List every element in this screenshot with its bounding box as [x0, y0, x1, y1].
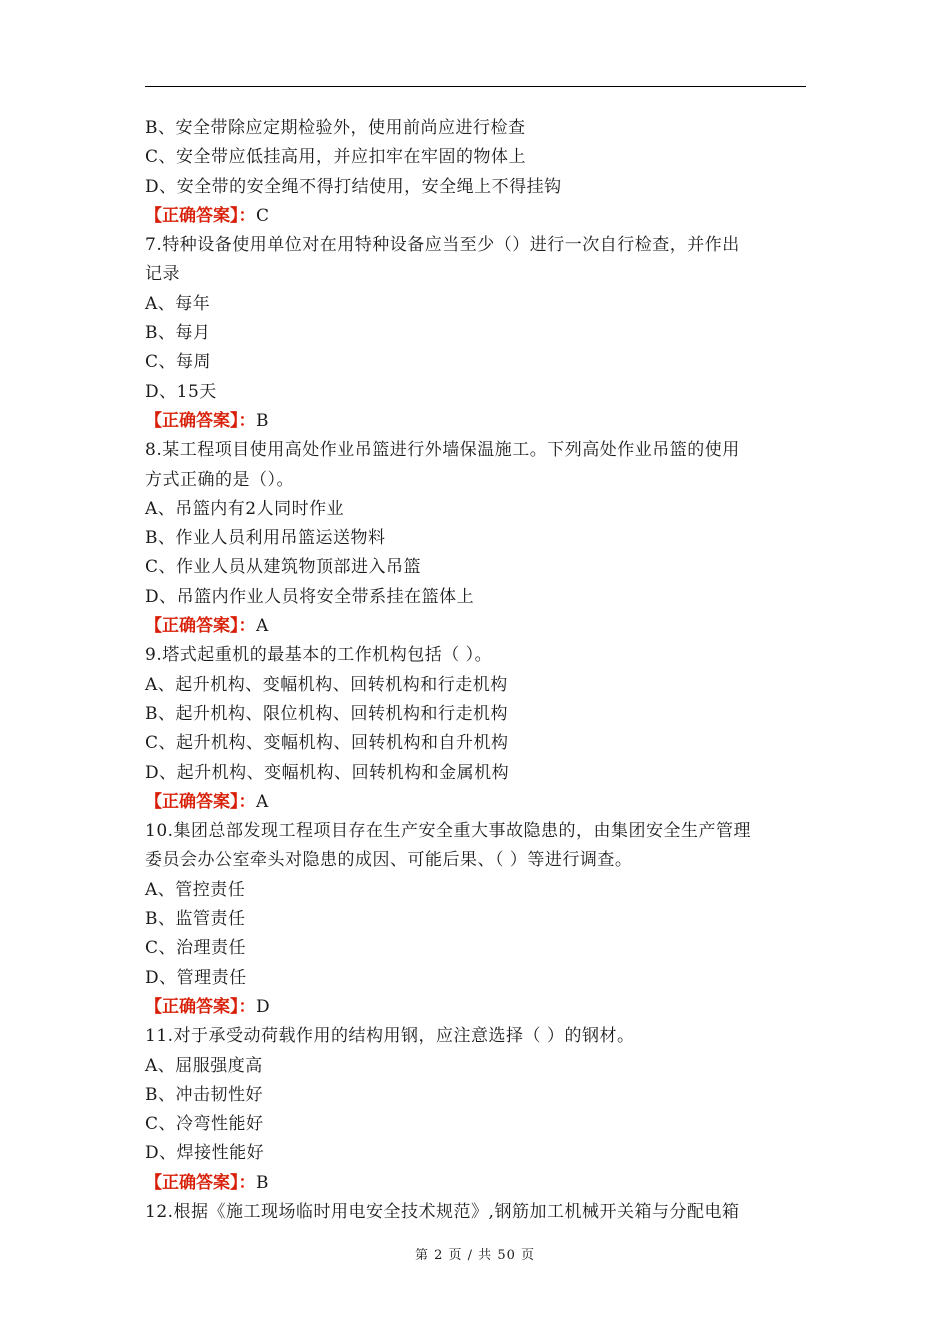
text-line: C、起升机构、变幅机构、回转机构和自升机构: [145, 733, 509, 754]
text-line: 记录: [145, 264, 180, 285]
text-line: 8.某工程项目使用高处作业吊篮进行外墙保温施工。下列高处作业吊篮的使用: [145, 440, 740, 461]
text-line: 11.对于承受动荷载作用的结构用钢，应注意选择（ ）的钢材。: [145, 1026, 635, 1047]
text-line: C、治理责任: [145, 938, 247, 959]
text-line: B、每月: [145, 323, 211, 344]
answer-colon: ：: [238, 791, 256, 812]
text-line: B、作业人员利用吊篮运送物料: [145, 528, 386, 549]
text-line: A、起升机构、变幅机构、回转机构和行走机构: [145, 674, 508, 695]
answer-line: [145, 612, 810, 641]
text-line: A、每年: [145, 293, 211, 314]
text-line: A、屈服强度高: [145, 1055, 263, 1076]
text-line: A、管控责任: [145, 879, 246, 900]
text-line: C、作业人员从建筑物顶部进入吊篮: [145, 557, 422, 578]
text-line: 10.集团总部发现工程项目存在生产安全重大事故隐患的，由集团安全生产管理: [145, 821, 752, 842]
text-line: B、起升机构、限位机构、回转机构和行走机构: [145, 703, 508, 724]
answer-colon: ：: [238, 1172, 256, 1193]
answer-label: 【正确答案】: [145, 410, 239, 431]
answer-line: [145, 788, 810, 817]
page-footer: 第 2 页 / 共 50 页: [415, 1248, 535, 1263]
answer-colon: ：: [238, 205, 256, 226]
text-line: 9.塔式起重机的最基本的工作机构包括（ ）。: [145, 645, 493, 666]
text-line: C、冷弯性能好: [145, 1114, 264, 1135]
answer-value: B: [256, 410, 269, 431]
answer-label: 【正确答案】: [145, 996, 239, 1017]
header-rule: [145, 86, 806, 87]
answer-value: A: [256, 616, 269, 637]
answer-colon: ：: [238, 616, 256, 637]
text-line: 12.根据《施工现场临时用电安全技术规范》,钢筋加工机械开关箱与分配电箱: [145, 1201, 740, 1222]
text-line: C、每周: [145, 352, 212, 373]
answer-label: 【正确答案】: [145, 1172, 239, 1193]
answer-label: 【正确答案】: [145, 616, 239, 637]
answer-label: 【正确答案】: [145, 791, 239, 812]
text-line: 委员会办公室牵头对隐患的成因、可能后果、（ ）等进行调查。: [145, 850, 633, 871]
answer-label: 【正确答案】: [145, 205, 239, 226]
answer-value: B: [256, 1172, 269, 1193]
text-line: D、管理责任: [145, 967, 247, 988]
text-line: B、冲击韧性好: [145, 1084, 263, 1105]
answer-line: [145, 993, 810, 1022]
answer-colon: ：: [238, 410, 256, 431]
text-line: D、安全带的安全绳不得打结使用，安全绳上不得挂钩: [145, 176, 562, 197]
text-line: D、焊接性能好: [145, 1143, 265, 1164]
text-line: D、吊篮内作业人员将安全带系挂在篮体上: [145, 586, 475, 607]
text-line: D、起升机构、变幅机构、回转机构和金属机构: [145, 762, 510, 783]
text-line: C、安全带应低挂高用，并应扣牢在牢固的物体上: [145, 147, 527, 168]
text-line: B、安全带除应定期检验外，使用前尚应进行检查: [145, 118, 526, 138]
answer-line: [145, 1169, 810, 1198]
text-line: 方式正确的是（）。: [145, 469, 294, 490]
answer-value: A: [256, 791, 269, 812]
document-body: [145, 114, 810, 1227]
answer-line: [145, 407, 810, 436]
text-line: A、吊篮内有2人同时作业: [145, 498, 345, 519]
text-line: B、监管责任: [145, 909, 246, 930]
answer-colon: ：: [238, 996, 256, 1017]
answer-value: D: [256, 996, 271, 1017]
text-line: D、15天: [145, 381, 217, 402]
answer-value: C: [256, 205, 270, 226]
answer-line: [145, 202, 810, 231]
text-line: 7.特种设备使用单位对在用特种设备应当至少（）进行一次自行检查，并作出: [145, 235, 740, 256]
